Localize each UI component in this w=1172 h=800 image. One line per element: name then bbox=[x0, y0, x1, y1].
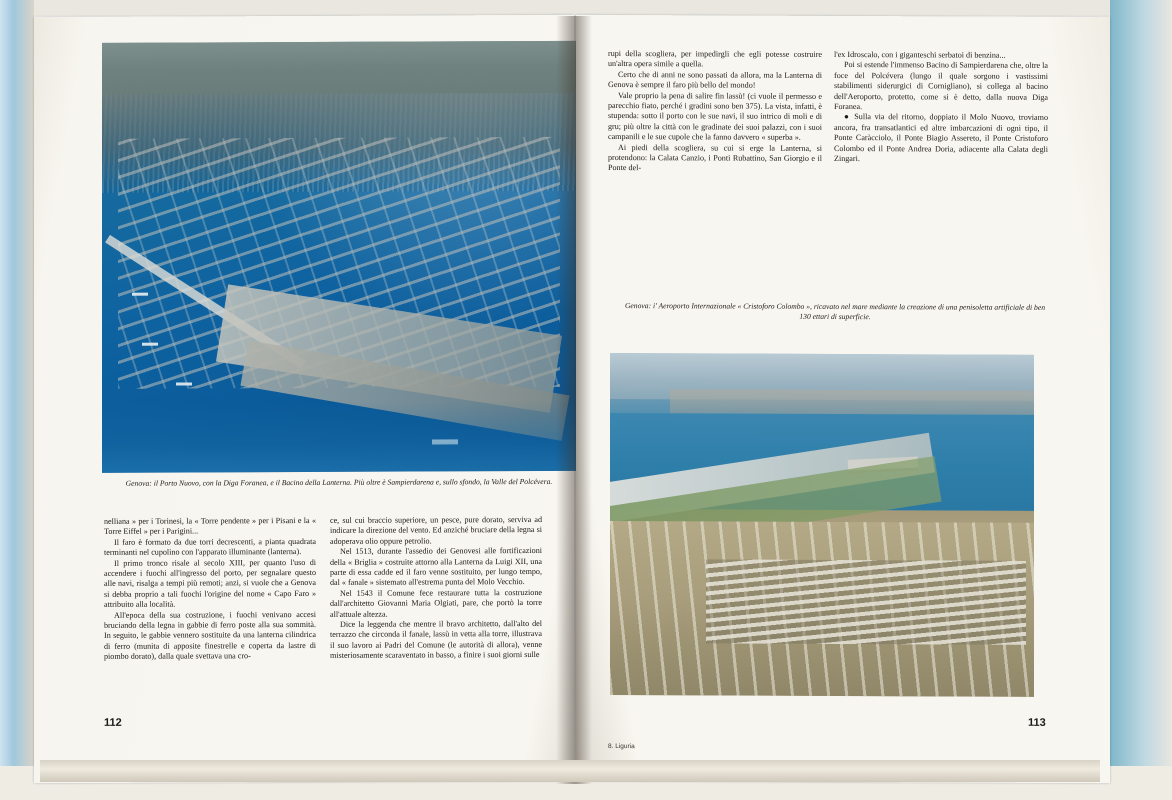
paragraph: Poi si estende l'immenso Bacino di Sampierdarena che, oltre la foce del Polcévera (lungo il quale sorgono i vastissimi stabilimenti siderurgici di Cornigliano), si collega al bacino dell'Aeroporto, protetto, come si è detto, dalla nuova Diga Foranea. bbox=[834, 60, 1048, 112]
paragraph: l'ex Idroscalo, con i giganteschi serbatoi di benzina... bbox=[834, 49, 1006, 60]
right-page-number: 113 bbox=[1028, 716, 1046, 729]
left-page bbox=[34, 15, 574, 783]
paragraph: nelliana » per i Torinesi, la « Torre pendente » per i Pisani e la « Torre Eiffel » per i Parigini... bbox=[104, 515, 316, 537]
genoa-airport-aerial-photo bbox=[610, 353, 1034, 697]
background-right-edge bbox=[1110, 0, 1172, 800]
paragraph: ce, sul cui braccio superiore, un pesce, pure dorato, serviva ad indicare la direzione del vento. Ed anziché bruciare della legna si adoperava olio oppure petrolio. bbox=[330, 514, 542, 546]
paragraph: Dice la leggenda che mentre il bravo architetto, dall'alto del terrazzo che circonda il fanale, lassù in vetta alla torre, illustrava il suo lavoro ai Padri del Comune (le autorità di allora), venne misteriosamente scaraventato in basso, a finire i suoi giorni sulle bbox=[330, 619, 542, 661]
paragraph: Ai piedi della scogliera, su cui si erge la Lanterna, si protendono: la Calata Canzio, i Ponti Rubattino, San Giorgio e il Ponte del- bbox=[608, 142, 822, 173]
paragraph: Certo che di anni ne sono passati da allora, ma la Lanterna di Genova è sempre il faro più bello del mondo! bbox=[608, 69, 822, 90]
left-photo-caption: Genova: il Porto Nuovo, con la Diga Foranea, e il Bacino della Lanterna. Più oltre è Sampierdarena e, sullo sfondo, la Valle del Polcévera. bbox=[125, 476, 553, 488]
right-page-column-1 bbox=[608, 49, 822, 175]
right-photo-caption: Genova: i' Aeroporto Internazionale « Cristoforo Colombo », ricavato nel mare mediante la creazione di una penisoletta artificiale di ben 130 ettari di superficie. bbox=[624, 301, 1046, 322]
paragraph: Vale proprio la pena di salire fin lassù! (ci vuole il permesso e parecchio fiato, perché i gradini sono ben 375). La vista, infatti, è stupenda: sotto il porto con le sue navi, il suo intrico di moli e di gru; più oltre la città con le gradinate dei suoi palazzi, con i suoi campanili e le sue cupole che la fanno davvero « superba ». bbox=[608, 90, 822, 143]
paragraph: Il primo tronco risale al secolo XIII, per quanto l'uso di accendere i fuochi all'ingresso del porto, per segnalare questo alle navi, risalga a tempi più remoti; anzi, si vuole che a Genova si debba proprio a tali fuochi l'origine del nome « Capo Faro » attribuito alla località. bbox=[104, 557, 316, 610]
running-foot: 8. Liguria bbox=[608, 742, 635, 751]
left-page-number: 112 bbox=[104, 716, 122, 729]
right-page-column-2 bbox=[834, 50, 1048, 165]
paragraph: Nel 1513, durante l'assedio dei Genovesi alle fortificazioni della « Briglia » costruite attorno alla Lanterna da Luigi XII, una parte di essa cadde ed il faro venne sostituito, per lungo tempo, dal « fanale » sistemato all'estrema punta del Molo Vecchio. bbox=[330, 546, 542, 588]
paragraph: Il faro è formato da due torri decrescenti, a pianta quadrata terminanti nel cupolino con l'apparato illuminante (lanterna). bbox=[104, 536, 316, 558]
paragraph: All'epoca della sua costruzione, i fuochi venivano accesi bruciando della legna in gabbie di ferro poste alla sua sommità. In seguito, le gabbie vennero sostituite da una lanterna cilindrica di ferro (munita di apposite finestrelle e coperta da lastre di piombo dorato), dalla quale svettava una cro- bbox=[104, 609, 316, 662]
right-page bbox=[576, 15, 1110, 783]
background-top-edge bbox=[0, 0, 1172, 16]
left-page-column-1 bbox=[104, 516, 316, 663]
background-left-edge bbox=[0, 0, 34, 800]
genoa-port-aerial-photo bbox=[102, 41, 576, 473]
paragraph: rupi della scogliera, per impedirgli che egli potesse costruire un'altra opera simile a quella. bbox=[608, 48, 822, 69]
left-page-column-2 bbox=[330, 515, 542, 662]
paragraph: Nel 1543 il Comune fece restaurare tutta la costruzione dall'architetto Giovanni Maria Olgiati, pare, che portò la torre all'attuale altezza. bbox=[330, 587, 542, 619]
paragraph: ● Sulla via del ritorno, doppiato il Molo Nuovo, troviamo ancora, fra transatlantici ed altre imbarcazioni di ogni tipo, il Ponte Caràcciolo, il Ponte Biagio Assereto, il Ponte Cristoforo Colombo ed il Ponte Andrea Doria, adiacente alla Calata degli Zingari. bbox=[834, 112, 1048, 164]
book-page-edges bbox=[40, 760, 1100, 782]
